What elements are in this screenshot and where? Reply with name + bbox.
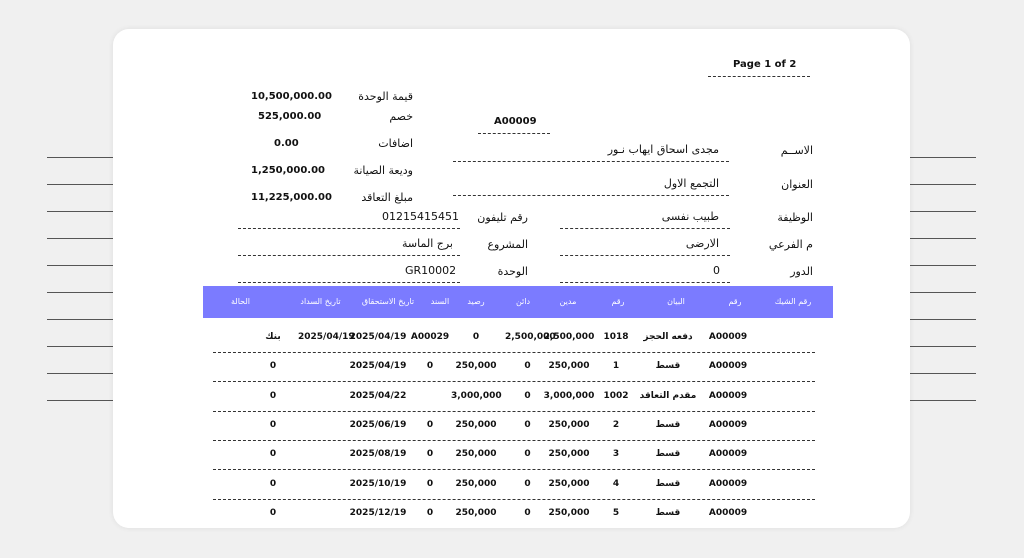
cell-credit: 2,500,000: [505, 332, 556, 342]
cell-credit: 0: [524, 420, 531, 430]
cell-description: مقدم التعاقد: [639, 391, 697, 401]
cell-number: 1018: [603, 332, 629, 342]
header-debit: مدين: [559, 297, 577, 306]
cell-credit: 0: [524, 361, 531, 371]
left-decorative-lines: [47, 0, 115, 558]
cell-due-date: 2025/04/22: [349, 391, 407, 401]
cell-due-date: 2025/10/19: [349, 479, 407, 489]
cell-credit: 0: [524, 508, 531, 518]
cell-status: 0: [269, 361, 277, 371]
additions-label: اضافات: [378, 137, 413, 150]
table-header: [203, 286, 833, 318]
cell-due-date: 2025/06/19: [349, 420, 407, 430]
cell-due-date: 2025/04/19: [349, 361, 407, 371]
cell-status: 0: [269, 449, 277, 459]
cell-status: 0: [269, 391, 277, 401]
cell-balance: 250,000: [455, 508, 497, 518]
floor-value: 0: [713, 264, 720, 277]
cell-status: 0: [269, 479, 277, 489]
header-number-2: رقم: [611, 297, 625, 306]
unit-value-amount: 10,500,000.00: [251, 91, 332, 102]
cell-voucher: 0: [426, 361, 434, 371]
contract-amount: 11,225,000.00: [251, 192, 332, 203]
maintenance-deposit-label: وديعة الصيانة: [353, 164, 413, 177]
cell-paid-date: [298, 356, 350, 376]
header-number: رقم: [728, 297, 742, 306]
cell-voucher: 0: [426, 508, 434, 518]
cell-debit: 250,000: [548, 508, 590, 518]
contract-code-underline: [478, 133, 550, 134]
cell-voucher: 0: [426, 479, 434, 489]
contract-amount-label: مبلغ التعاقد: [361, 191, 413, 204]
cell-paid-date: [298, 386, 350, 406]
table-row: [213, 327, 815, 356]
cell-due-date: 2025/08/19: [349, 449, 407, 459]
cell-description: قسط: [655, 508, 681, 518]
cell-balance: 250,000: [455, 420, 497, 430]
cell-cheque: A00009: [708, 508, 748, 518]
contract-code: A00009: [494, 116, 537, 127]
name-value: مجدى اسحاق ايهاب نـور: [607, 143, 719, 156]
phone-label: رقم تليفون: [477, 211, 528, 224]
cell-number: 1002: [603, 391, 629, 401]
header-balance: رصيد: [467, 297, 485, 306]
cell-number: 2: [612, 420, 620, 430]
cell-description: قسط: [655, 449, 681, 459]
header-voucher: السند: [430, 297, 450, 306]
cell-debit: 250,000: [548, 449, 590, 459]
discount-amount: 525,000.00: [258, 111, 322, 122]
cell-paid-date: [298, 444, 350, 464]
unit-label: الوحدة: [497, 265, 528, 278]
cell-due-date: 2025/04/19: [349, 332, 407, 342]
cell-balance: 3,000,000: [451, 391, 502, 401]
cell-due-date: 2025/12/19: [349, 508, 407, 518]
statement-document: [113, 29, 910, 528]
right-decorative-lines: [908, 0, 976, 558]
cell-debit: 250,000: [548, 479, 590, 489]
unit-underline: [238, 282, 460, 283]
cell-balance: 0: [472, 332, 480, 342]
cell-status: 0: [269, 508, 277, 518]
unit-value-label: قيمة الوحدة: [358, 90, 413, 103]
cell-cheque: A00009: [708, 479, 748, 489]
cell-balance: 250,000: [455, 479, 497, 489]
sub-value: الارضى: [685, 237, 719, 250]
cell-status: بنك: [265, 332, 281, 342]
header-description: البيان: [667, 297, 685, 306]
maintenance-deposit-amount: 1,250,000.00: [251, 165, 326, 176]
cell-number: 4: [612, 479, 620, 489]
cell-debit: 2,500,000: [543, 332, 595, 342]
discount-label: خصم: [389, 110, 413, 123]
floor-underline: [560, 282, 730, 283]
cell-number: 5: [612, 508, 620, 518]
cell-voucher: A00029: [410, 332, 450, 342]
cell-voucher: 0: [426, 420, 434, 430]
cell-cheque: A00009: [708, 361, 748, 371]
cell-paid-date: [298, 503, 350, 523]
row-separator: [213, 381, 815, 382]
row-separator: [213, 352, 815, 353]
row-separator: [213, 440, 815, 441]
header-paid-date: تاريخ السداد: [300, 297, 341, 306]
cell-balance: 250,000: [455, 449, 497, 459]
cell-cheque: A00009: [708, 332, 748, 342]
sub-label: م الفرعي: [768, 238, 813, 251]
unit-value: GR10002: [405, 264, 457, 277]
cell-status: 0: [269, 420, 277, 430]
row-separator: [213, 411, 815, 412]
cell-paid-date: [298, 415, 350, 435]
phone-underline: [238, 228, 460, 229]
project-label: المشروع: [487, 238, 528, 251]
cell-credit: 0: [524, 479, 531, 489]
job-label: الوظيفة: [777, 211, 813, 224]
address-underline: [453, 195, 729, 196]
cell-credit: 0: [524, 391, 531, 401]
cell-number: 1: [612, 361, 620, 371]
cell-debit: 250,000: [548, 420, 590, 430]
page-indicator: Page 1 of 2: [733, 59, 797, 70]
table-row: [213, 444, 815, 473]
table-row: [213, 503, 815, 528]
cell-credit: 0: [524, 449, 531, 459]
row-separator: [213, 469, 815, 470]
floor-label: الدور: [790, 265, 813, 278]
name-underline: [453, 161, 729, 162]
header-status: الحالة: [231, 297, 250, 306]
cell-voucher: [410, 386, 450, 406]
table-row: [213, 415, 815, 444]
job-value: طبيب نفسى: [661, 210, 719, 223]
table-row: [213, 356, 815, 385]
page-underline: [708, 76, 810, 77]
additions-amount: 0.00: [274, 138, 299, 149]
row-separator: [213, 499, 815, 500]
name-label: الاســم: [780, 144, 813, 157]
table-row: [213, 386, 815, 415]
address-value: التجمع الاول: [663, 177, 719, 190]
cell-number: 3: [612, 449, 620, 459]
cell-voucher: 0: [426, 449, 434, 459]
cell-description: قسط: [655, 361, 681, 371]
cell-cheque: A00009: [708, 449, 748, 459]
cell-balance: 250,000: [455, 361, 497, 371]
cell-paid-date: [298, 474, 350, 494]
cell-debit: 3,000,000: [543, 391, 595, 401]
header-due-date: تاريخ الاستحقاق: [361, 297, 415, 306]
cell-description: دفعه الحجز: [643, 332, 693, 342]
project-underline: [238, 255, 460, 256]
cell-debit: 250,000: [548, 361, 590, 371]
project-value: برج الماسة: [402, 237, 453, 250]
phone-value: 01215415451: [382, 210, 459, 223]
cell-cheque: A00009: [708, 391, 748, 401]
sub-underline: [560, 255, 730, 256]
cell-description: قسط: [655, 479, 681, 489]
table-row: [213, 474, 815, 503]
cell-description: قسط: [655, 420, 681, 430]
job-underline: [560, 228, 730, 229]
header-credit: دائن: [515, 297, 531, 306]
address-label: العنوان: [781, 178, 813, 191]
header-cheque: رقم الشيك: [774, 297, 812, 306]
cell-paid-date: 2025/04/19: [298, 332, 355, 342]
cell-cheque: A00009: [708, 420, 748, 430]
